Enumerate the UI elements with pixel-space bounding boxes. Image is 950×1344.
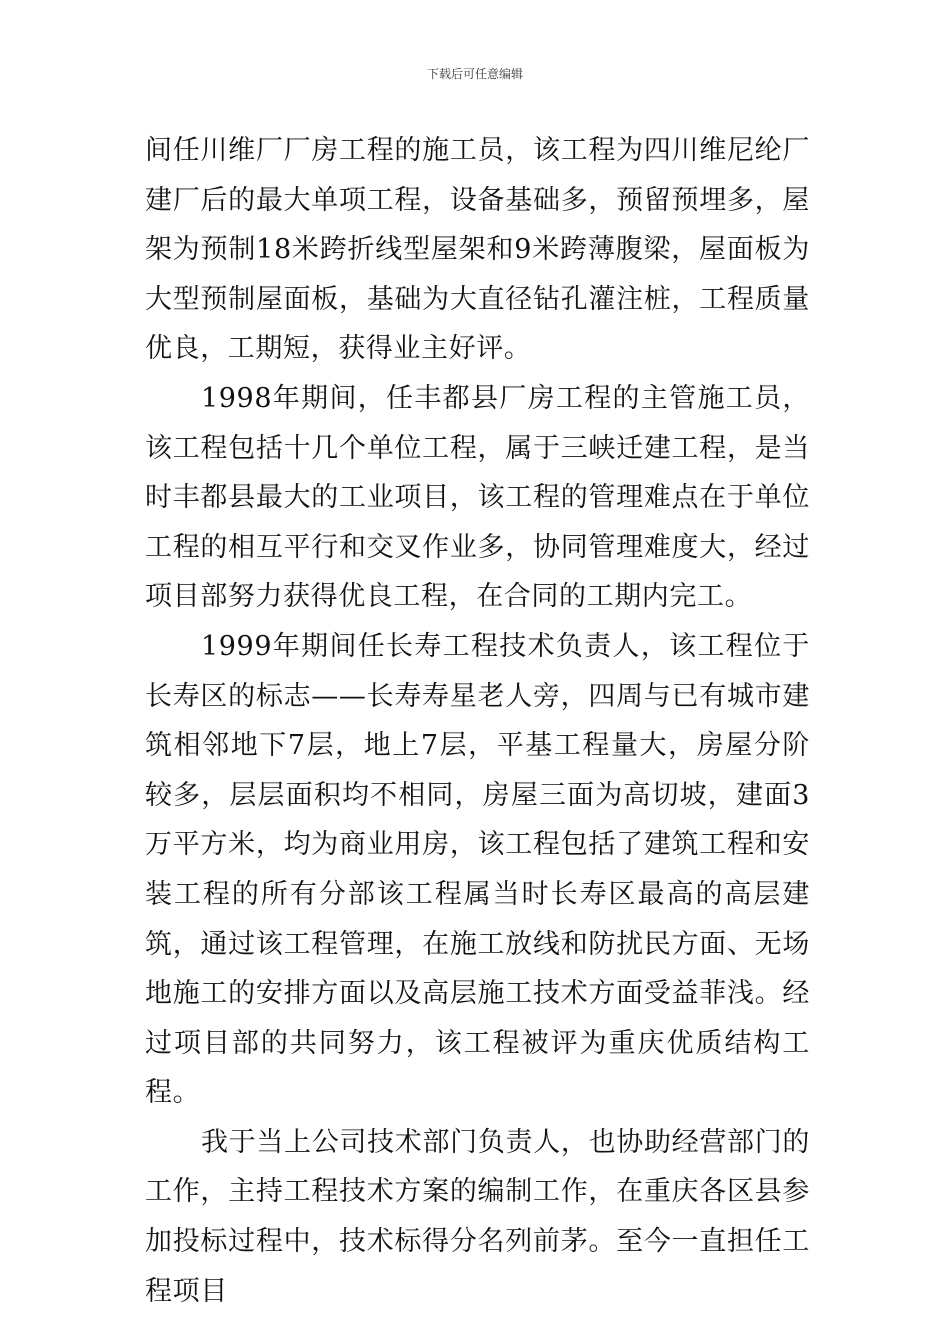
paragraph-2: 1998年期间，任丰都县厂房工程的主管施工员，该工程包括十几个单位工程，属于三峡迁建工程，是当时丰都县最大的工业项目，该工程的管理难点在于单位工程的相互平行和交叉作业多，协同管理难度大，经过项目部努力获得优良工程，在合同的工期内完工。: [145, 382, 810, 613]
paragraph-1: 间任川维厂厂房工程的施工员，该工程为四川维尼纶厂建厂后的最大单项工程，设备基础多，预留预埋多，屋架为预制18米跨折线型屋架和9米跨薄腹梁，屋面板为大型预制屋面板，基础为大直径钻孔灌注桩，工程质量优良，工期短，获得业主好评。: [145, 135, 810, 365]
paragraph-3: 1999年期间任长寿工程技术负责人，该工程位于长寿区的标志——长寿寿星老人旁，四周与已有城市建筑相邻地下7层，地上7层，平基工程量大，房屋分阶较多，层层面积均不相同，房屋三面为高切坡，建面3万平方米，均为商业用房，该工程包括了建筑工程和安装工程的所有分部该工程属当时长寿区最高的高层建筑，通过该工程管理，在施工放线和防扰民方面、无场地施工的安排方面以及高层施工技术方面受益菲浅。经过项目部的共同努力，该工程被评为重庆优质结构工程。: [145, 630, 810, 1109]
paragraph-4: 我于当上公司技术部门负责人，也协助经营部门的工作，主持工程技术方案的编制工作，在重庆各区县参加投标过程中，技术标得分名列前茅。至今一直担任工程项目: [145, 1126, 810, 1307]
page-header: 下载后可任意编辑: [426, 67, 523, 81]
document-body: [145, 126, 810, 1316]
